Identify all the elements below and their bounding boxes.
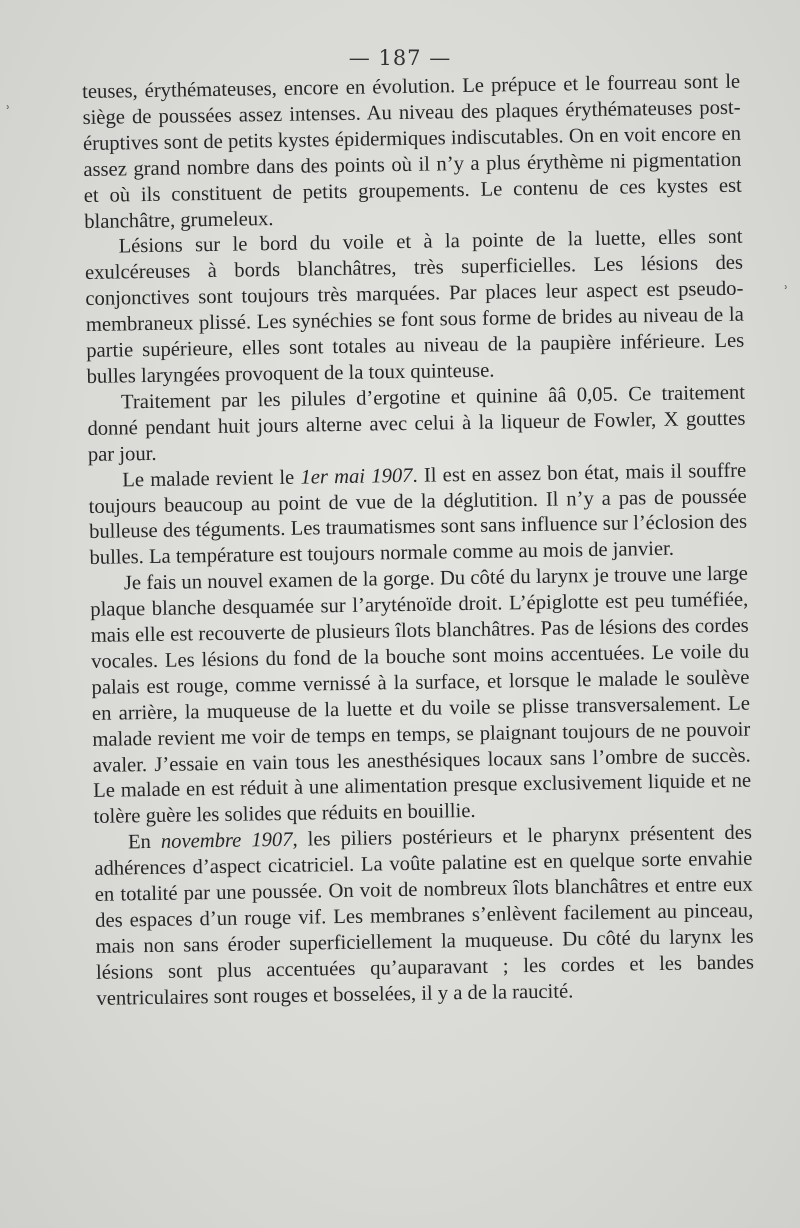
paragraph-p3 — [87, 381, 746, 469]
page-number: — 187 — — [348, 46, 452, 70]
italic-date: novembre 1907 — [160, 829, 293, 854]
text-segment: teuses, érythémateuses, encore en évolution. Le prépuce et le fourreau sont le siège de poussées assez intenses. Au niveau des plaques érythémateuses post-éruptives sont de petits kystes épidermiques indiscutables. On en voit encore en assez grand nombre dans des points où il n’y a plus érythème ni pigmentation et où ils constituent de petits groupements. Le contenu de ces kystes est blanchâtre, grumeleux. — [82, 70, 742, 233]
text-segment: , les piliers postérieurs et le pharynx présentent des adhérences d’aspect cicatriciel. La voûte palatine est en quelque sorte envahie en totalité par une poussée. On voit de nombreux îlots blanchâtres et entre eux des espaces d’un rouge vif. Les membranes s’enlèvent facilement au pinceau, mais non sans éroder superficiellement la muqueuse. Du côté du larynx les lésions sont plus accentuées qu’auparavant ; les cordes et les bandes ventriculaires sont rouges et bosselées, il y a de la raucité. — [94, 821, 755, 1010]
text-segment: Le malade revient le — [122, 466, 301, 492]
italic-date: 1er mai 1907 — [300, 464, 413, 489]
paragraph-p1 — [82, 70, 742, 236]
text-segment: Traitement par les pilules d’ergotine et quinine ââ 0,05. Ce traitement donné pendant huit jours alterne avec celui à la liqueur de Fowler, X gouttes par jour. — [87, 381, 746, 466]
paragraph-p6 — [94, 821, 755, 1013]
text-segment: . Il est en assez bon état, mais il souffre toujours beaucoup au point de vue de la déglutition. Il n’y a pas de poussée bulleuse des téguments. Les traumatismes sont sans influence sur l’éclosion des bulles. La température est toujours normale comme au mois de janvier. — [88, 459, 748, 570]
text-segment: En — [127, 831, 162, 854]
text-segment: Lésions sur le bord du voile et à la pointe de la luette, elles sont exulcéreuses à bords blanchâtres, très superficielles. Les lésions des conjonctives sont toujours très marquées. Par places leur aspect est pseudo-membraneux plissé. Les synéchies se font sous forme de brides au niveau de la partie supérieure, elles sont totales au niveau de la paupière inférieure. Les bulles laryngées provoquent de la toux quinteuse. — [84, 226, 745, 388]
body-text — [82, 70, 755, 1013]
text-segment: Je fais un nouvel examen de la gorge. Du côté du larynx je trouve une large plaque blanche desquamée sur l’aryténoïde droit. L’épiglotte est peu tuméfiée, mais elle est recouverte de plusieurs îlots blanchâtres. Pas de lésions des cordes vocales. Les lésions du fond de la bouche sont moins accentuées. Le voile du palais est rouge, comme vernissé à la surface, et lorsque le malade le soulève en arrière, la muqueuse de la luette et du voile se plisse transversalement. Le malade revient me voir de temps en temps, se plaignant toujours de ne pouvoir avaler. J’essaie en vain tous les anesthésiques locaux sans l’ombre de succès. Le malade en est réduit à une alimentation presque exclusivement liquide et ne tolère guère les solides que réduits en bouillie. — [90, 562, 752, 829]
paragraph-p5 — [90, 562, 752, 831]
margin-mark: ʾ — [784, 284, 789, 300]
margin-mark: ʾ — [6, 104, 11, 120]
paragraph-p4 — [88, 458, 748, 572]
paragraph-p2 — [84, 225, 744, 391]
